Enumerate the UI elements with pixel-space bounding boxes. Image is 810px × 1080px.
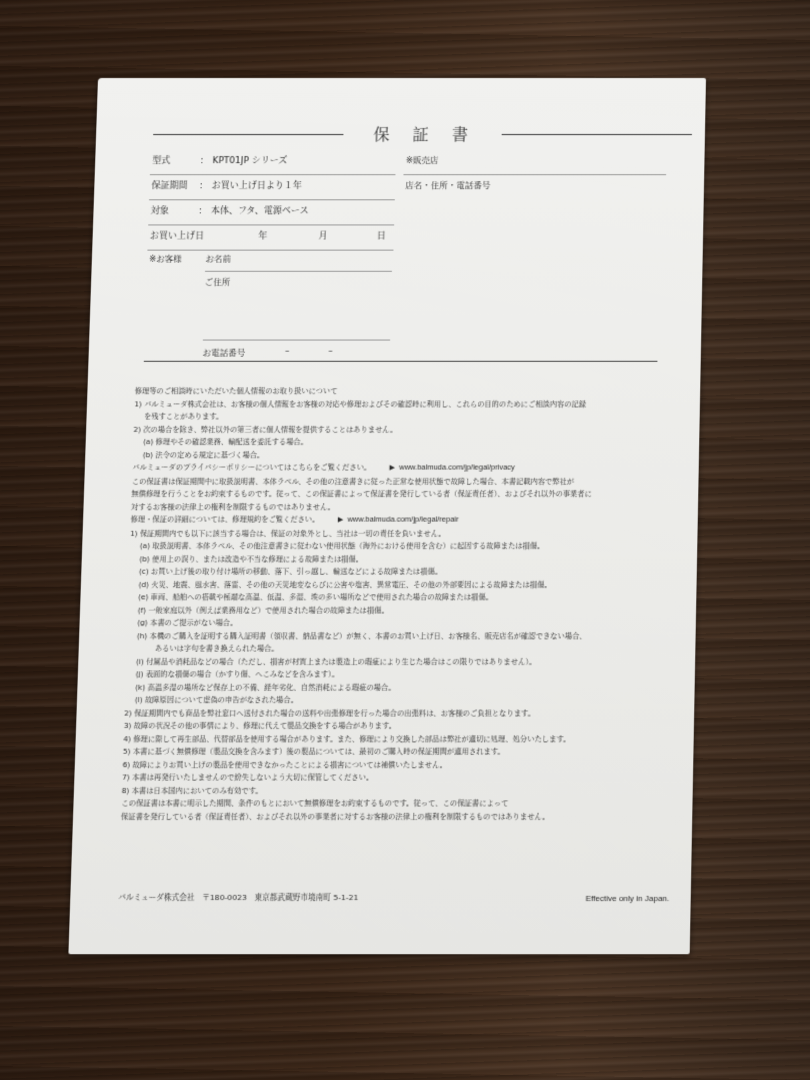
closing-text: この保証書は本書に明示した期間、条件のもとにおいて無償修理をお約束するものです。従って、この保証書によって — [121, 798, 509, 808]
purchase-day-field[interactable]: 日 — [376, 231, 386, 242]
phone-dash: – — [328, 346, 333, 357]
period-label: 保証期間 — [151, 181, 188, 192]
term-subitem: (c) お買い上げ後の取り付け場所の移動、落下、引っ越し、輸送などによる故障または損傷。 — [138, 566, 443, 576]
store-details-label: 店名・住所・電話番号 — [405, 181, 491, 192]
term-subitem-continued: あるいは字句を書き換えられた場合。 — [154, 643, 279, 653]
privacy-subitem: (b) 法令の定める規定に基づく場合。 — [142, 449, 265, 459]
term-subitem: (k) 高温多湿の場所など保存上の不備、経年劣化、自然消耗による瑕疵の場合。 — [135, 682, 396, 692]
customer-name-field[interactable] — [205, 271, 392, 272]
term-subitem: (h) 本機のご購入を証明する購入証明書（領収書、納品書など）が無く、本書のお買い上げ日、お客様名、販売店名が確認できない場合、 — [136, 630, 587, 640]
privacy-policy-url: www.balmuda.com/jp/legal/privacy — [398, 462, 515, 472]
privacy-policy-link[interactable] — [390, 462, 515, 471]
phone-dash: – — [284, 346, 290, 357]
privacy-subitem: (a) 修理やその確認業務、輸配送を委託する場合。 — [143, 436, 309, 447]
privacy-item: を残すことがあります。 — [143, 411, 224, 421]
purchase-date-row — [147, 225, 394, 250]
customer-phone-label: お電話番号 — [202, 348, 246, 359]
customer-address-field[interactable] — [203, 340, 390, 341]
title-rule-left — [153, 134, 343, 135]
term-subitem: (a) 取扱説明書、本体ラベル、その他注意書きに従わない使用状態（海外における使用を含む）に起因する故障または損傷。 — [139, 541, 545, 551]
term-item: 1) 保証期間内でも以下に該当する場合は、保証の対象外とし、当社は一切の責任を負いません。 — [130, 528, 446, 538]
purchase-date-label: お買い上げ日 — [149, 231, 205, 242]
term-subitem: (l) 故障原因について虚偽の申告がなされた場合。 — [134, 694, 299, 705]
term-subitem: (b) 使用上の誤り、または改造や不当な修理による故障または損傷。 — [139, 553, 364, 564]
store-label: ※販売店 — [405, 156, 439, 167]
period-row — [149, 175, 395, 200]
period-sep: : — [199, 181, 203, 192]
term-item: 4) 修理に際して再生部品、代替部品を使用する場合があります。また、修理により交換した部品は弊社が適切に処理、処分いたします。 — [123, 733, 571, 743]
warranty-intro: 無償修理を行うことをお約束するものです。従って、この保証書によって保証書を発行している者（保証責任者）、およびそれ以外の事業者に — [131, 488, 592, 499]
repair-terms-link[interactable] — [338, 514, 459, 523]
title-rule-right — [502, 134, 692, 135]
customer-address-label: ご住所 — [204, 277, 231, 288]
privacy-heading: 修理等のご相談時にいただいた個人情報のお取り扱いについて — [134, 386, 338, 396]
effective-note: Effective only in Japan. — [585, 893, 670, 904]
document-title: 保 証 書 — [373, 125, 478, 145]
purchase-month-field[interactable]: 月 — [318, 231, 328, 242]
model-value: KPT01JP シリーズ — [212, 156, 288, 167]
title-row — [141, 122, 662, 146]
repair-terms-line — [130, 513, 676, 527]
warranty-intro: 対するお客様の法律上の権利を制限するものではありません。 — [130, 501, 336, 511]
model-row — [150, 150, 396, 175]
repair-terms-text: 修理・保証の詳細については、修理規約をご覧ください。 — [130, 514, 320, 524]
product-info-form — [147, 150, 396, 251]
company-address: バルミューダ株式会社 〒180-0023 東京都武蔵野市境南町 5-1-21 — [118, 892, 359, 903]
play-arrow-icon: ▶ — [389, 464, 396, 472]
target-sep: : — [198, 206, 203, 217]
closing-text: 保証書を発行している者（保証責任者）、およびそれ以外の事業者に対するお客様の法律上の権利を制限するものではありません。 — [120, 811, 550, 821]
privacy-policy-line — [132, 461, 678, 475]
term-item: 2) 保証期間内でも商品を弊社窓口へ送付された場合の送料や出張修理を行った場合の出張料は、お客様のご負担となります。 — [124, 707, 536, 718]
term-subitem: (g) 本書のご提示がない場合。 — [137, 617, 238, 628]
term-item: 5) 本書に基づく無償修理（製品交換を含みます）後の製品については、最初のご購入時の保証期間が適用されます。 — [122, 746, 505, 756]
warranty-intro: この保証書は保証期間中に取扱説明書、本体ラベル、その他の注意書きに従った正常な使用状態で故障した場合、本書記載内容で弊社が — [131, 476, 575, 486]
section-divider — [144, 361, 658, 362]
store-info — [403, 150, 667, 199]
model-sep: : — [200, 156, 204, 167]
repair-terms-url: www.balmuda.com/jp/legal/repair — [347, 514, 459, 524]
target-value: 本体、フタ、電源ベース — [210, 206, 309, 217]
store-label-row — [403, 150, 666, 175]
term-item: 3) 故障の状況その他の事情により、修理に代えて製品交換をする場合があります。 — [123, 720, 397, 731]
term-subitem: (f) 一般家庭以外（例えば業務用など）で使用された場合の故障または損傷。 — [137, 605, 389, 615]
model-label: 型式 — [152, 156, 171, 167]
warranty-card — [68, 78, 706, 954]
term-subitem: (d) 火災、地震、風水害、落雷、その他の天災地変ならびに公害や塩害、異常電圧、その他の外部要因による故障または損傷。 — [138, 579, 552, 589]
target-row — [148, 200, 395, 225]
term-subitem: (i) 付属品や消耗品などの場合（ただし、損害が材質上または製造上の瑕疵により生じた場合はこの限りではありません）。 — [135, 656, 537, 666]
purchase-year-field[interactable]: 年 — [258, 231, 268, 242]
term-subitem: (e) 車両、船舶への搭載や極端な高温、低温、多湿、埃の多い場所などで使用された場合の故障または損傷。 — [138, 592, 493, 602]
customer-info — [144, 249, 394, 360]
terms-body — [121, 385, 679, 823]
term-item: 8) 本書は日本国内においてのみ有効です。 — [121, 785, 263, 795]
store-details-row[interactable] — [403, 175, 666, 199]
privacy-item: 2) 次の場合を除き、弊社以外の第三者に個人情報を提供することはありません。 — [133, 424, 398, 434]
term-item: 7) 本書は再発行いたしませんので紛失しないよう大切に保管してください。 — [122, 772, 374, 782]
privacy-item: 1) バルミューダ株式会社は、お客様の個人情報をお客様の対応や修理およびその確認時に利用し、これらの目的のためにご相談内容の記録 — [134, 398, 587, 408]
customer-label: ※お客様 — [148, 254, 183, 265]
term-subitem: (j) 表面的な損傷の場合（かすり傷、へこみなどを含みます）。 — [135, 669, 340, 679]
customer-name-label: お名前 — [205, 254, 232, 265]
target-label: 対象 — [150, 206, 169, 217]
term-item: 6) 故障によりお買い上げの製品を使用できなかったことによる損害については補償いたしません。 — [122, 759, 448, 769]
period-value: お買い上げ日より１年 — [211, 181, 303, 192]
play-arrow-icon: ▶ — [337, 516, 344, 524]
privacy-policy-text: バルミューダのプライバシーポリシーについてはこちらをご覧ください。 — [132, 462, 372, 472]
